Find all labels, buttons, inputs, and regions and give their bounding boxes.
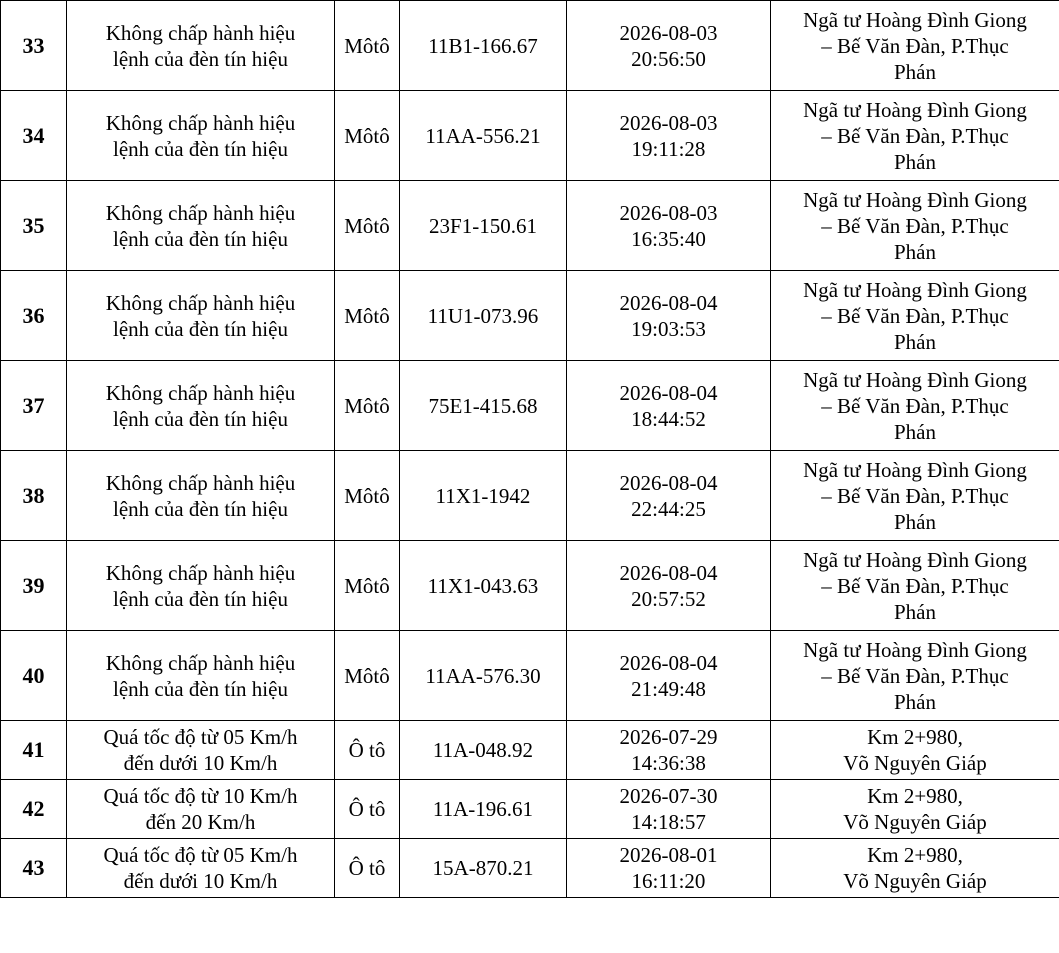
vehicle-type: Môtô — [344, 483, 390, 508]
location-cell — [771, 361, 1059, 451]
vehicle-cell — [335, 1, 400, 91]
violation-cell — [67, 1, 335, 91]
violation-line: lệnh của đèn tín hiệu — [113, 676, 288, 701]
time-cell — [567, 541, 771, 631]
vehicle-cell — [335, 839, 400, 898]
table-row — [1, 361, 1059, 451]
plate-cell — [400, 1, 567, 91]
stt-value: 34 — [22, 122, 45, 148]
time-line: 2026-08-04 — [619, 470, 718, 495]
table-row — [1, 271, 1059, 361]
location-line: Ngã tư Hoàng Đình Giong — [803, 187, 1027, 212]
violation-cell — [67, 451, 335, 541]
violation-line: lệnh của đèn tín hiệu — [113, 46, 288, 71]
location-line: Ngã tư Hoàng Đình Giong — [803, 7, 1027, 32]
license-plate: 23F1-150.61 — [429, 213, 537, 238]
violation-line: Quá tốc độ từ 05 Km/h — [103, 843, 298, 867]
stt-cell — [1, 91, 67, 181]
location-line: Ngã tư Hoàng Đình Giong — [803, 367, 1027, 392]
violation-line: Không chấp hành hiệu — [105, 470, 296, 495]
plate-cell — [400, 451, 567, 541]
time-line: 2026-08-04 — [619, 380, 718, 405]
stt-cell — [1, 451, 67, 541]
time-line: 16:11:20 — [631, 869, 706, 893]
location-cell — [771, 451, 1059, 541]
stt-value: 41 — [22, 737, 45, 762]
table-row — [1, 721, 1059, 780]
location-line: – Bế Văn Đàn, P.Thục — [821, 663, 1009, 688]
time-cell — [567, 451, 771, 541]
violation-line: Quá tốc độ từ 10 Km/h — [103, 784, 298, 808]
stt-cell — [1, 271, 67, 361]
table-row — [1, 91, 1059, 181]
violation-line: Không chấp hành hiệu — [105, 650, 296, 675]
location-cell — [771, 91, 1059, 181]
plate-cell — [400, 721, 567, 780]
location-cell — [771, 1, 1059, 91]
location-line: Ngã tư Hoàng Đình Giong — [803, 547, 1027, 572]
stt-cell — [1, 181, 67, 271]
stt-value: 35 — [22, 212, 45, 238]
vehicle-type: Môtô — [344, 663, 390, 688]
vehicle-type: Môtô — [344, 33, 390, 58]
location-line: Ngã tư Hoàng Đình Giong — [803, 637, 1027, 662]
violation-line: lệnh của đèn tín hiệu — [113, 316, 288, 341]
location-line: Km 2+980, — [867, 725, 963, 749]
table-row — [1, 181, 1059, 271]
time-cell — [567, 839, 771, 898]
violation-line: Không chấp hành hiệu — [105, 290, 296, 315]
location-line: – Bế Văn Đàn, P.Thục — [821, 213, 1009, 238]
license-plate: 75E1-415.68 — [428, 393, 538, 418]
violation-line: đến dưới 10 Km/h — [123, 751, 278, 775]
location-line: Phán — [894, 149, 936, 174]
stt-value: 40 — [22, 662, 45, 688]
stt-cell — [1, 721, 67, 780]
plate-cell — [400, 839, 567, 898]
violation-line: Không chấp hành hiệu — [105, 20, 296, 45]
location-line: Phán — [894, 59, 936, 84]
table-row — [1, 451, 1059, 541]
location-line: Ngã tư Hoàng Đình Giong — [803, 97, 1027, 122]
violation-line: Không chấp hành hiệu — [105, 110, 296, 135]
violation-line: đến dưới 10 Km/h — [123, 869, 278, 893]
violation-cell — [67, 631, 335, 721]
violation-line: lệnh của đèn tín hiệu — [113, 406, 288, 431]
time-line: 18:44:52 — [631, 406, 706, 431]
location-line: Phán — [894, 329, 936, 354]
vehicle-type: Môtô — [344, 123, 390, 148]
plate-cell — [400, 631, 567, 721]
time-line: 2026-08-04 — [619, 560, 718, 585]
violation-line: Không chấp hành hiệu — [105, 200, 296, 225]
stt-value: 43 — [22, 855, 45, 880]
plate-cell — [400, 361, 567, 451]
stt-value: 36 — [22, 302, 45, 328]
time-line: 2026-08-03 — [619, 200, 718, 225]
violation-cell — [67, 541, 335, 631]
vehicle-cell — [335, 451, 400, 541]
time-cell — [567, 91, 771, 181]
location-line: Ngã tư Hoàng Đình Giong — [803, 277, 1027, 302]
location-line: Võ Nguyên Giáp — [843, 751, 987, 775]
plate-cell — [400, 780, 567, 839]
plate-cell — [400, 541, 567, 631]
stt-value: 33 — [22, 32, 45, 58]
time-line: 2026-08-03 — [619, 20, 718, 45]
license-plate: 11A-048.92 — [432, 738, 534, 762]
vehicle-type: Môtô — [344, 213, 390, 238]
stt-cell — [1, 541, 67, 631]
vehicle-cell — [335, 631, 400, 721]
location-line: – Bế Văn Đàn, P.Thục — [821, 393, 1009, 418]
vehicle-cell — [335, 271, 400, 361]
time-line: 16:35:40 — [631, 226, 706, 251]
location-line: – Bế Văn Đàn, P.Thục — [821, 33, 1009, 58]
stt-value: 42 — [22, 796, 45, 821]
violation-cell — [67, 780, 335, 839]
time-line: 2026-07-29 — [619, 725, 718, 749]
license-plate: 11AA-576.30 — [425, 663, 541, 688]
violation-line: lệnh của đèn tín hiệu — [113, 586, 288, 611]
violation-line: lệnh của đèn tín hiệu — [113, 496, 288, 521]
location-line: Km 2+980, — [867, 843, 963, 867]
violation-cell — [67, 91, 335, 181]
time-cell — [567, 181, 771, 271]
time-line: 22:44:25 — [631, 496, 706, 521]
location-line: Phán — [894, 509, 936, 534]
stt-value: 37 — [22, 392, 45, 418]
vehicle-cell — [335, 541, 400, 631]
time-line: 20:57:52 — [631, 586, 706, 611]
stt-cell — [1, 1, 67, 91]
location-line: – Bế Văn Đàn, P.Thục — [821, 573, 1009, 598]
vehicle-type: Môtô — [344, 303, 390, 328]
location-cell — [771, 721, 1059, 780]
violation-line: đến 20 Km/h — [145, 810, 256, 834]
location-line: Km 2+980, — [867, 784, 963, 808]
location-line: Phán — [894, 239, 936, 264]
plate-cell — [400, 91, 567, 181]
vehicle-cell — [335, 780, 400, 839]
stt-cell — [1, 361, 67, 451]
time-line: 2026-08-01 — [619, 843, 718, 867]
location-line: Võ Nguyên Giáp — [843, 810, 987, 834]
time-line: 19:11:28 — [631, 136, 706, 161]
time-line: 2026-08-04 — [619, 290, 718, 315]
location-line: Phán — [894, 689, 936, 714]
vehicle-type: Môtô — [344, 573, 390, 598]
vehicle-cell — [335, 721, 400, 780]
location-cell — [771, 780, 1059, 839]
location-line: Võ Nguyên Giáp — [843, 869, 987, 893]
location-line: Phán — [894, 599, 936, 624]
table-row — [1, 780, 1059, 839]
violation-cell — [67, 271, 335, 361]
table-row — [1, 1, 1059, 91]
vehicle-type: Ô tô — [348, 797, 386, 821]
violation-line: Không chấp hành hiệu — [105, 380, 296, 405]
time-line: 2026-08-03 — [619, 110, 718, 135]
violation-line: lệnh của đèn tín hiệu — [113, 226, 288, 251]
vehicle-cell — [335, 361, 400, 451]
plate-cell — [400, 271, 567, 361]
license-plate: 11A-196.61 — [432, 797, 534, 821]
violation-line: lệnh của đèn tín hiệu — [113, 136, 288, 161]
table-row — [1, 541, 1059, 631]
location-line: – Bế Văn Đàn, P.Thục — [821, 483, 1009, 508]
vehicle-type: Môtô — [344, 393, 390, 418]
violation-cell — [67, 361, 335, 451]
location-cell — [771, 181, 1059, 271]
stt-cell — [1, 780, 67, 839]
violation-cell — [67, 839, 335, 898]
license-plate: 11X1-1942 — [435, 483, 531, 508]
stt-value: 38 — [22, 482, 45, 508]
violation-line: Không chấp hành hiệu — [105, 560, 296, 585]
vehicle-type: Ô tô — [348, 856, 386, 880]
time-line: 21:49:48 — [631, 676, 706, 701]
location-cell — [771, 271, 1059, 361]
time-line: 2026-07-30 — [619, 784, 718, 808]
location-line: Ngã tư Hoàng Đình Giong — [803, 457, 1027, 482]
time-cell — [567, 361, 771, 451]
location-line: – Bế Văn Đàn, P.Thục — [821, 123, 1009, 148]
license-plate: 15A-870.21 — [432, 856, 534, 880]
time-line: 14:36:38 — [631, 751, 706, 775]
time-cell — [567, 1, 771, 91]
table-row — [1, 631, 1059, 721]
location-cell — [771, 839, 1059, 898]
location-cell — [771, 541, 1059, 631]
time-cell — [567, 780, 771, 839]
plate-cell — [400, 181, 567, 271]
time-line: 20:56:50 — [631, 46, 706, 71]
location-line: Phán — [894, 419, 936, 444]
time-cell — [567, 721, 771, 780]
vehicle-type: Ô tô — [348, 738, 386, 762]
violation-line: Quá tốc độ từ 05 Km/h — [103, 725, 298, 749]
table-row — [1, 839, 1059, 898]
stt-value: 39 — [22, 572, 45, 598]
license-plate: 11AA-556.21 — [425, 123, 541, 148]
license-plate: 11U1-073.96 — [427, 303, 539, 328]
license-plate: 11X1-043.63 — [427, 573, 539, 598]
license-plate: 11B1-166.67 — [428, 33, 538, 58]
time-cell — [567, 631, 771, 721]
location-line: – Bế Văn Đàn, P.Thục — [821, 303, 1009, 328]
vehicle-cell — [335, 91, 400, 181]
stt-cell — [1, 631, 67, 721]
violations-table-body — [1, 1, 1059, 898]
time-line: 14:18:57 — [631, 810, 706, 834]
violation-cell — [67, 181, 335, 271]
stt-cell — [1, 839, 67, 898]
location-cell — [771, 631, 1059, 721]
time-line: 19:03:53 — [631, 316, 706, 341]
vehicle-cell — [335, 181, 400, 271]
time-cell — [567, 271, 771, 361]
time-line: 2026-08-04 — [619, 650, 718, 675]
violation-cell — [67, 721, 335, 780]
